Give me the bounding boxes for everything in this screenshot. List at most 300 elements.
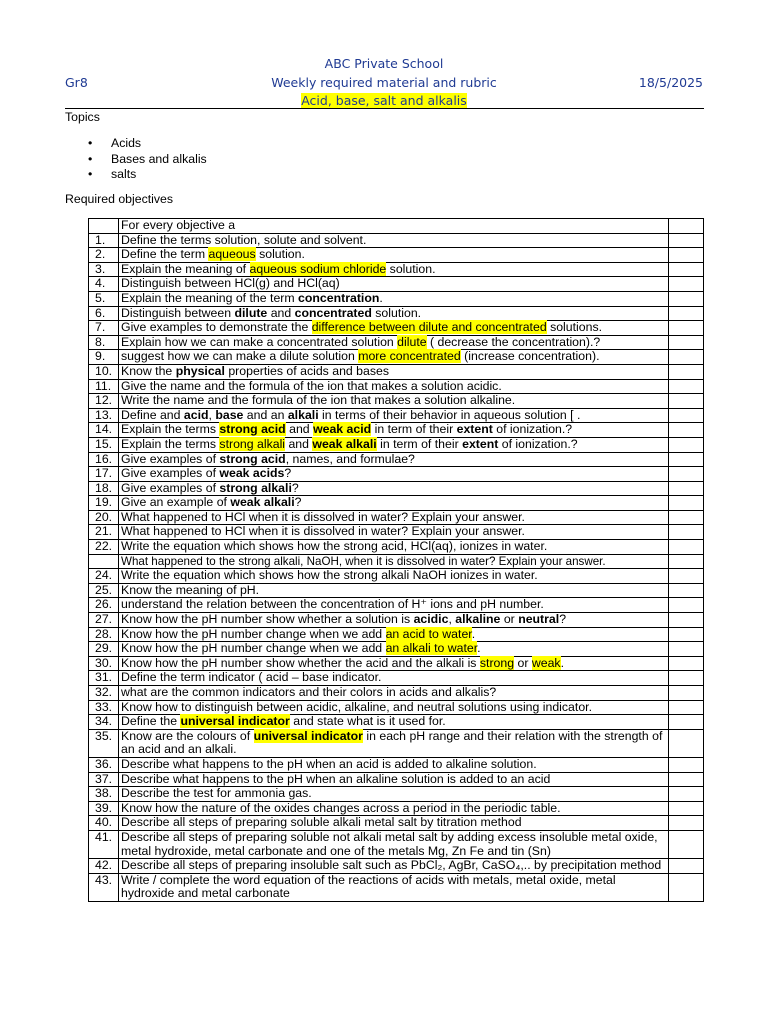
objective-text bbox=[119, 772, 669, 787]
objective-fragment: weak acid bbox=[313, 422, 372, 437]
table-row bbox=[89, 394, 704, 409]
row-number: 38. bbox=[89, 787, 119, 802]
objective-fragment: what are the common indicators and their colors in acids and alkalis? bbox=[121, 685, 497, 699]
objective-fragment: universal indicator bbox=[253, 728, 363, 743]
objective-text bbox=[119, 335, 669, 350]
table-row bbox=[89, 686, 704, 701]
objective-fragment: Define the bbox=[121, 714, 181, 729]
objective-text bbox=[119, 598, 669, 613]
objective-fragment: , bbox=[208, 407, 216, 422]
table-row bbox=[89, 467, 704, 482]
check-cell[interactable] bbox=[669, 408, 704, 423]
row-number: 28. bbox=[89, 627, 119, 642]
objective-fragment: Explain the meaning of bbox=[121, 261, 250, 276]
objective-fragment: and bbox=[285, 436, 313, 451]
objective-text bbox=[119, 873, 669, 901]
objective-text bbox=[119, 233, 669, 248]
check-cell[interactable] bbox=[669, 262, 704, 277]
objective-fragment: extent bbox=[462, 436, 499, 451]
row-number: 17. bbox=[89, 467, 119, 482]
objective-fragment: and bbox=[267, 305, 295, 320]
objective-fragment: Know are the colours of bbox=[121, 728, 254, 743]
topic-label: salts bbox=[111, 167, 137, 181]
topic-item bbox=[88, 152, 207, 168]
table-row bbox=[89, 583, 704, 598]
check-cell[interactable] bbox=[669, 583, 704, 598]
objective-fragment: difference between dilute and concentrated bbox=[311, 320, 547, 335]
objective-fragment: weak acids bbox=[219, 466, 285, 481]
check-cell[interactable] bbox=[669, 715, 704, 730]
row-number: 37. bbox=[89, 772, 119, 787]
table-row bbox=[89, 627, 704, 642]
objective-fragment: in each pH range and their relation with the strength of an acid and an alkali. bbox=[121, 728, 663, 757]
objective-fragment: alkali bbox=[287, 407, 319, 422]
objective-fragment: ? bbox=[284, 466, 292, 481]
bullet-icon: • bbox=[88, 151, 93, 166]
objective-fragment: Write the equation which shows how the strong alkali NaOH ionizes in water. bbox=[121, 568, 538, 583]
objective-fragment: solution. bbox=[386, 261, 436, 276]
objectives-table bbox=[88, 218, 704, 902]
table-row bbox=[89, 408, 704, 423]
objective-text bbox=[119, 671, 669, 686]
objective-fragment: Describe all steps of preparing insoluble salt such as PbCl₂, AgBr, CaSO₄,.. by precipitation method bbox=[121, 858, 662, 873]
row-number: 33. bbox=[89, 700, 119, 715]
topics-list bbox=[88, 136, 207, 183]
objective-text bbox=[119, 801, 669, 816]
row-number: 3. bbox=[89, 262, 119, 277]
objective-fragment: alkaline bbox=[455, 612, 501, 627]
row-number: 24. bbox=[89, 569, 119, 584]
objective-text bbox=[119, 642, 669, 657]
objective-fragment: solution. bbox=[255, 247, 305, 262]
objective-fragment: Give examples of bbox=[121, 480, 220, 495]
row-number: 15. bbox=[89, 437, 119, 452]
objective-fragment: in term of their bbox=[371, 422, 457, 437]
objective-fragment: ? bbox=[559, 612, 567, 627]
check-cell[interactable] bbox=[669, 787, 704, 802]
objective-fragment: dilute bbox=[234, 305, 268, 320]
objective-text bbox=[119, 496, 669, 511]
objective-fragment: ? bbox=[291, 480, 299, 495]
objective-fragment: Describe what happens to the pH when an alkaline solution is added to an acid bbox=[121, 771, 551, 786]
table-row bbox=[89, 757, 704, 772]
objective-text bbox=[119, 554, 669, 569]
objective-text bbox=[119, 700, 669, 715]
objective-fragment: suggest how we can make a dilute solution bbox=[121, 349, 359, 364]
check-cell[interactable] bbox=[669, 700, 704, 715]
objective-fragment: . bbox=[379, 290, 383, 305]
objective-fragment: more concentrated bbox=[358, 349, 461, 364]
check-cell[interactable] bbox=[669, 364, 704, 379]
objective-text bbox=[119, 350, 669, 365]
objective-fragment: aqueous sodium chloride bbox=[249, 261, 387, 276]
objective-fragment: Write / complete the word equation of the reactions of acids with metals, metal oxide, metal hydroxide and metal carbonate bbox=[121, 872, 616, 901]
check-cell[interactable] bbox=[669, 859, 704, 874]
objectives-label: Required objectives bbox=[65, 192, 174, 206]
check-cell[interactable] bbox=[669, 729, 704, 757]
check-cell[interactable] bbox=[669, 569, 704, 584]
topics-label: Topics bbox=[65, 110, 100, 124]
objective-text bbox=[119, 787, 669, 802]
table-row bbox=[89, 350, 704, 365]
check-cell[interactable] bbox=[669, 306, 704, 321]
row-number: 35. bbox=[89, 729, 119, 757]
check-cell[interactable] bbox=[669, 873, 704, 901]
table-row bbox=[89, 423, 704, 438]
objective-fragment: Give examples to demonstrate the bbox=[121, 320, 312, 335]
objective-text bbox=[119, 859, 669, 874]
objective-fragment: of ionization.? bbox=[492, 422, 573, 437]
objective-fragment: concentration bbox=[298, 290, 380, 305]
row-number: 40. bbox=[89, 816, 119, 831]
objective-fragment: , names, and formulae? bbox=[285, 451, 415, 466]
objective-fragment: concentrated bbox=[294, 305, 372, 320]
row-number: 11. bbox=[89, 379, 119, 394]
objective-text bbox=[119, 715, 669, 730]
objective-text bbox=[119, 452, 669, 467]
objective-fragment: Give examples of bbox=[121, 466, 220, 481]
objective-fragment: an acid to water bbox=[385, 626, 472, 641]
table-row bbox=[89, 335, 704, 350]
objective-text bbox=[119, 248, 669, 263]
objective-fragment: extent bbox=[456, 422, 493, 437]
objective-fragment: Define the terms solution, solute and solvent. bbox=[121, 232, 367, 247]
table-row bbox=[89, 642, 704, 657]
table-row bbox=[89, 248, 704, 263]
table-row bbox=[89, 859, 704, 874]
row-number: 10. bbox=[89, 364, 119, 379]
objective-fragment: base bbox=[215, 407, 244, 422]
objective-text bbox=[119, 816, 669, 831]
objective-text bbox=[119, 379, 669, 394]
table-row bbox=[89, 671, 704, 686]
objective-text bbox=[119, 481, 669, 496]
objective-fragment: and an bbox=[243, 407, 288, 422]
objective-fragment: Describe all steps of preparing soluble alkali metal salt by titration method bbox=[121, 815, 522, 830]
table-row bbox=[89, 306, 704, 321]
check-cell[interactable] bbox=[669, 642, 704, 657]
objective-fragment: in terms of their behavior in aqueous solution [ . bbox=[318, 407, 581, 422]
objective-fragment: Explain the terms bbox=[121, 422, 220, 437]
table-row bbox=[89, 554, 704, 569]
table-row bbox=[89, 715, 704, 730]
table-row bbox=[89, 830, 704, 858]
objective-text bbox=[119, 525, 669, 540]
objective-fragment: Give an example of bbox=[121, 495, 231, 510]
row-number: 16. bbox=[89, 452, 119, 467]
objective-text bbox=[119, 613, 669, 628]
objective-fragment: Describe what happens to the pH when an acid is added to alkaline solution. bbox=[121, 756, 537, 771]
objective-fragment: and bbox=[285, 422, 314, 437]
objective-fragment: neutral bbox=[518, 612, 560, 627]
table-row bbox=[89, 656, 704, 671]
table-row bbox=[89, 481, 704, 496]
check-cell[interactable] bbox=[669, 540, 704, 555]
row-number: 42. bbox=[89, 859, 119, 874]
objective-fragment: Know how the pH number show whether a solution is bbox=[121, 612, 414, 627]
objective-fragment: strong acid bbox=[219, 451, 286, 466]
objective-fragment: or bbox=[514, 655, 532, 670]
row-number: 43. bbox=[89, 873, 119, 901]
header-divider bbox=[65, 108, 704, 109]
table-row bbox=[89, 452, 704, 467]
check-cell[interactable] bbox=[669, 656, 704, 671]
check-cell[interactable] bbox=[669, 335, 704, 350]
objective-fragment: What happened to HCl when it is dissolved in water? Explain your answer. bbox=[121, 509, 525, 524]
check-cell[interactable] bbox=[669, 613, 704, 628]
objective-fragment: Distinguish between bbox=[121, 305, 235, 320]
check-cell[interactable] bbox=[669, 496, 704, 511]
objective-fragment: Explain how we can make a concentrated solution bbox=[121, 334, 398, 349]
table-row bbox=[89, 873, 704, 901]
row-number: 31. bbox=[89, 671, 119, 686]
row-number: 36. bbox=[89, 757, 119, 772]
objective-fragment: (increase concentration). bbox=[460, 349, 600, 364]
row-number: 29. bbox=[89, 642, 119, 657]
objective-fragment: Give the name and the formula of the ion that makes a solution acidic. bbox=[121, 378, 502, 393]
topic-title-wrap bbox=[0, 93, 768, 108]
objective-fragment: universal indicator bbox=[180, 714, 290, 729]
objective-fragment: Distinguish between HCl(g) and HCl(aq) bbox=[121, 276, 340, 291]
objective-fragment: Know how to distinguish between acidic, alkaline, and neutral solutions using indicator. bbox=[121, 699, 592, 714]
row-number: 26. bbox=[89, 598, 119, 613]
objective-fragment: Describe the test for ammonia gas. bbox=[121, 786, 312, 801]
table-row bbox=[89, 700, 704, 715]
objective-text bbox=[119, 656, 669, 671]
objective-fragment: solution. bbox=[371, 305, 422, 320]
objective-text bbox=[119, 686, 669, 701]
table-row bbox=[89, 510, 704, 525]
objective-fragment: Know how the pH number show whether the acid and the alkali is bbox=[121, 655, 480, 670]
objective-fragment: . bbox=[471, 626, 476, 641]
objective-fragment: acidic bbox=[413, 612, 449, 627]
objective-fragment: dilute bbox=[397, 334, 427, 349]
objective-fragment: . bbox=[477, 641, 481, 656]
table-row bbox=[89, 437, 704, 452]
check-cell[interactable] bbox=[669, 248, 704, 263]
row-number: 30. bbox=[89, 656, 119, 671]
objective-text bbox=[119, 306, 669, 321]
check-cell[interactable] bbox=[669, 554, 704, 569]
objective-fragment: weak alkali bbox=[312, 436, 377, 451]
objective-fragment: and state what is it used for. bbox=[289, 714, 446, 729]
topic-item bbox=[88, 167, 207, 183]
row-number: 27. bbox=[89, 613, 119, 628]
objective-fragment: Give examples of bbox=[121, 451, 220, 466]
row-number: 20. bbox=[89, 510, 119, 525]
table-row bbox=[89, 262, 704, 277]
objective-fragment: Define the term bbox=[121, 247, 209, 262]
row-number: 1. bbox=[89, 233, 119, 248]
table-row bbox=[89, 772, 704, 787]
check-cell[interactable] bbox=[669, 830, 704, 858]
row-number: 9. bbox=[89, 350, 119, 365]
table-row bbox=[89, 801, 704, 816]
objective-fragment: or bbox=[500, 612, 519, 627]
check-cell[interactable] bbox=[669, 219, 704, 234]
check-cell[interactable] bbox=[669, 379, 704, 394]
check-cell[interactable] bbox=[669, 481, 704, 496]
objective-text bbox=[119, 569, 669, 584]
bullet-icon: • bbox=[88, 167, 93, 181]
objective-fragment: ? bbox=[294, 495, 302, 510]
row-number: 13. bbox=[89, 408, 119, 423]
check-cell[interactable] bbox=[669, 525, 704, 540]
table-row bbox=[89, 816, 704, 831]
row-number: 32. bbox=[89, 686, 119, 701]
school-name: ABC Private School bbox=[324, 56, 444, 71]
row-number: 14. bbox=[89, 423, 119, 438]
row-number: 39. bbox=[89, 801, 119, 816]
row-number: 8. bbox=[89, 335, 119, 350]
objective-fragment: strong alkali bbox=[219, 436, 286, 451]
objective-text bbox=[119, 510, 669, 525]
objective-text bbox=[119, 830, 669, 858]
objective-fragment: solutions. bbox=[546, 320, 603, 335]
row-number bbox=[89, 219, 119, 234]
objective-fragment: aqueous bbox=[208, 247, 256, 262]
objective-fragment: Explain the meaning of the term bbox=[121, 290, 299, 305]
objective-fragment: Know the meaning of pH. bbox=[121, 582, 260, 597]
objective-text bbox=[119, 757, 669, 772]
check-cell[interactable] bbox=[669, 277, 704, 292]
objective-text bbox=[119, 408, 669, 423]
topic-label: Bases and alkalis bbox=[111, 151, 207, 166]
row-number: 34. bbox=[89, 715, 119, 730]
table-row bbox=[89, 496, 704, 511]
table-row bbox=[89, 219, 704, 234]
row-number: 21. bbox=[89, 525, 119, 540]
topic-title: Acid, base, salt and alkalis bbox=[301, 93, 467, 108]
check-cell[interactable] bbox=[669, 423, 704, 438]
check-cell[interactable] bbox=[669, 801, 704, 816]
row-number: 22. bbox=[89, 540, 119, 555]
objective-fragment: Write the name and the formula of the ion that makes a solution alkaline. bbox=[121, 393, 516, 408]
objective-fragment: . bbox=[560, 655, 564, 670]
objective-fragment: Know how the nature of the oxides changes across a period in the periodic table. bbox=[121, 800, 561, 815]
objective-text bbox=[119, 467, 669, 482]
objective-text bbox=[119, 321, 669, 336]
objective-fragment: strong bbox=[479, 655, 515, 670]
check-cell[interactable] bbox=[669, 510, 704, 525]
document-date: 18/5/2025 bbox=[638, 75, 703, 90]
objective-text bbox=[119, 423, 669, 438]
table-row bbox=[89, 569, 704, 584]
objective-text bbox=[119, 291, 669, 306]
row-number: 19. bbox=[89, 496, 119, 511]
objective-fragment: Define and bbox=[121, 407, 184, 422]
objective-fragment: Know the bbox=[121, 363, 176, 378]
objective-fragment: in term of their bbox=[376, 436, 463, 451]
objective-fragment: , bbox=[448, 612, 456, 627]
objective-text bbox=[119, 277, 669, 292]
objective-text bbox=[119, 627, 669, 642]
row-number bbox=[89, 554, 119, 569]
objective-fragment: strong acid bbox=[219, 422, 286, 437]
check-cell[interactable] bbox=[669, 772, 704, 787]
objective-fragment: physical bbox=[175, 363, 225, 378]
objective-text bbox=[119, 437, 669, 452]
objective-fragment: weak bbox=[531, 655, 561, 670]
table-row bbox=[89, 291, 704, 306]
document-subtitle: Weekly required material and rubric bbox=[271, 75, 497, 90]
objective-text bbox=[119, 262, 669, 277]
grade-label: Gr8 bbox=[65, 75, 88, 90]
objective-fragment: Describe all steps of preparing soluble not alkali metal salt by adding excess insoluble metal oxide, metal hydroxide, metal carbonate and one of the metals Mg, Zn Fe and tin (Sn) bbox=[121, 829, 658, 858]
table-row bbox=[89, 321, 704, 336]
check-cell[interactable] bbox=[669, 437, 704, 452]
objective-fragment: strong alkali bbox=[219, 480, 292, 495]
check-cell[interactable] bbox=[669, 321, 704, 336]
check-cell[interactable] bbox=[669, 816, 704, 831]
row-number: 2. bbox=[89, 248, 119, 263]
check-cell[interactable] bbox=[669, 291, 704, 306]
objective-fragment: Explain the terms bbox=[121, 436, 220, 451]
table-row bbox=[89, 540, 704, 555]
check-cell[interactable] bbox=[669, 452, 704, 467]
check-cell[interactable] bbox=[669, 394, 704, 409]
row-number: 41. bbox=[89, 830, 119, 858]
table-row bbox=[89, 525, 704, 540]
objective-fragment: weak alkali bbox=[230, 495, 295, 510]
check-cell[interactable] bbox=[669, 467, 704, 482]
row-number: 6. bbox=[89, 306, 119, 321]
objective-text bbox=[119, 394, 669, 409]
check-cell[interactable] bbox=[669, 233, 704, 248]
table-row bbox=[89, 379, 704, 394]
objective-text bbox=[119, 540, 669, 555]
table-row bbox=[89, 598, 704, 613]
objective-fragment: an alkali to water bbox=[385, 641, 478, 656]
objective-fragment: acid bbox=[183, 407, 209, 422]
check-cell[interactable] bbox=[669, 686, 704, 701]
objective-fragment: What happened to the strong alkali, NaOH, when it is dissolved in water? Explain your answer. bbox=[121, 554, 606, 568]
objective-text bbox=[119, 729, 669, 757]
row-number: 4. bbox=[89, 277, 119, 292]
topic-label: Acids bbox=[111, 136, 142, 150]
check-cell[interactable] bbox=[669, 671, 704, 686]
table-row bbox=[89, 364, 704, 379]
objective-fragment: properties of acids and bases bbox=[224, 363, 389, 378]
row-number: 12. bbox=[89, 394, 119, 409]
table-row bbox=[89, 277, 704, 292]
bullet-icon: • bbox=[88, 136, 93, 150]
check-cell[interactable] bbox=[669, 757, 704, 772]
check-cell[interactable] bbox=[669, 598, 704, 613]
table-intro: For every objective a bbox=[119, 219, 669, 234]
objective-fragment: What happened to HCl when it is dissolved in water? Explain your answer. bbox=[121, 524, 525, 539]
objective-fragment: of ionization.? bbox=[498, 436, 578, 451]
objective-fragment: Write the equation which shows how the strong acid, HCl(aq), ionizes in water. bbox=[121, 539, 548, 554]
objective-fragment: Know how the pH number change when we add bbox=[121, 641, 386, 656]
row-number: 18. bbox=[89, 481, 119, 496]
topic-item bbox=[88, 136, 207, 152]
table-row bbox=[89, 787, 704, 802]
objective-fragment: Know how the pH number change when we add bbox=[121, 626, 386, 641]
row-number: 25. bbox=[89, 583, 119, 598]
objective-text bbox=[119, 364, 669, 379]
check-cell[interactable] bbox=[669, 350, 704, 365]
row-number: 7. bbox=[89, 321, 119, 336]
row-number: 5. bbox=[89, 291, 119, 306]
table-row bbox=[89, 233, 704, 248]
objective-fragment: understand the relation between the concentration of H⁺ ions and pH number. bbox=[121, 597, 544, 612]
table-row bbox=[89, 613, 704, 628]
objective-fragment: Define the term indicator ( acid – base indicator. bbox=[121, 670, 382, 685]
table-row bbox=[89, 729, 704, 757]
objective-fragment: ( decrease the concentration).? bbox=[426, 334, 601, 349]
check-cell[interactable] bbox=[669, 627, 704, 642]
